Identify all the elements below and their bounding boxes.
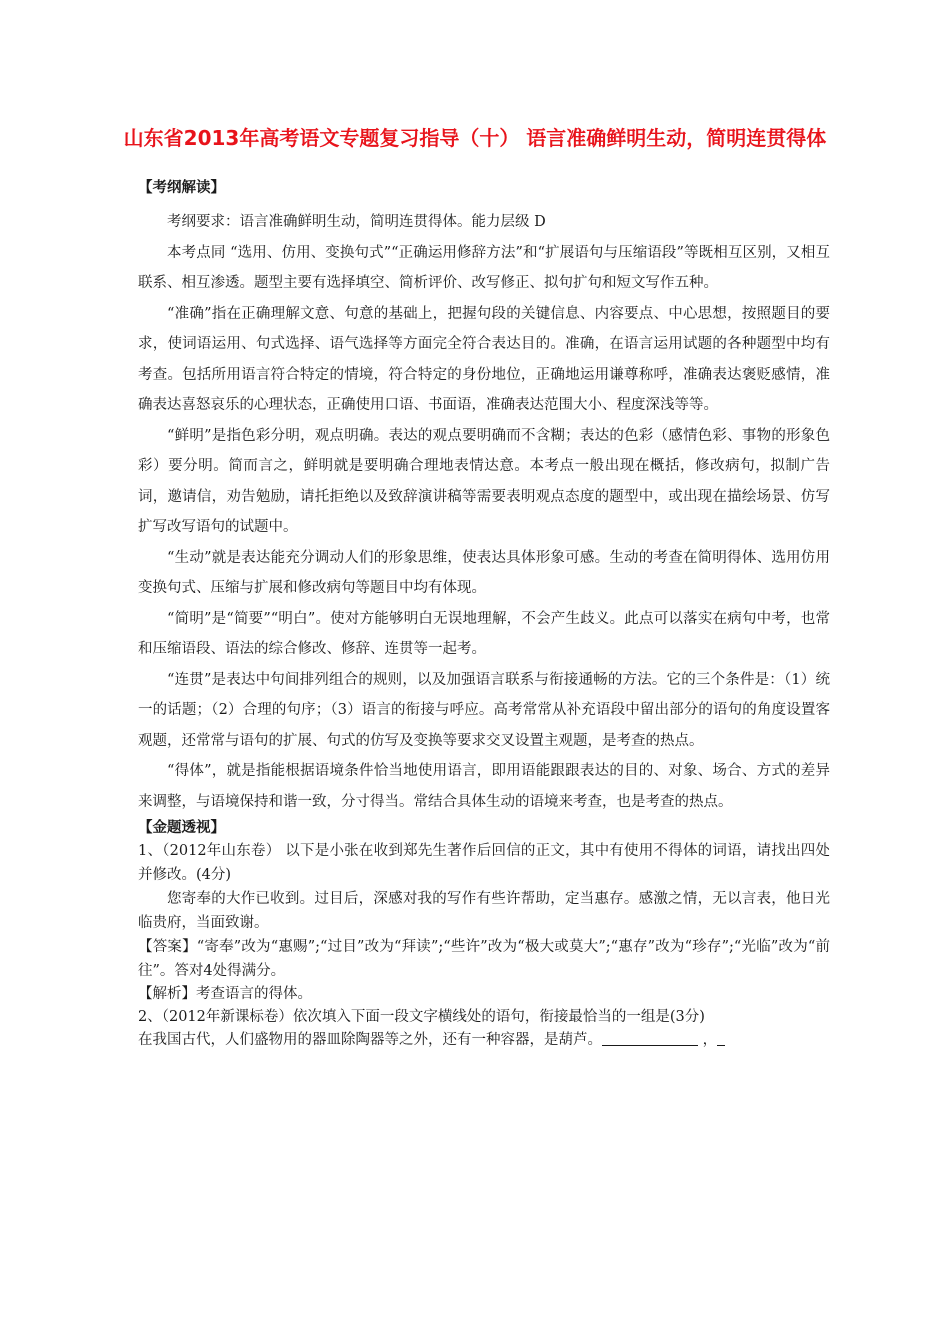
question-1-answer: 【答案】“寄奉”改为“惠赐”;“过目”改为“拜读”;“些许”改为“极大或莫大”;“惠存”改为“珍存”;“光临”改为“前往”。答对4处得满分。 — [138, 939, 830, 979]
section-heading-outline: 【考纲解读】 — [138, 180, 225, 196]
document-body — [138, 177, 830, 1052]
paragraph-coherent: “连贯”是表达中句间排列组合的规则，以及加强语言联系与衔接通畅的方法。它的三个条件是：（1）统一的话题；（2）合理的句序；（3）语言的衔接与呼应。高考常常从补充语段中留出部分的语句的角度设置客观题，还常常与语句的扩展、句式的仿写及变换等要求交叉设置主观题，是考查的热点。 — [138, 671, 830, 749]
paragraph-appropriate: “得体”，就是指能根据语境条件恰当地使用语言，即用语能跟跟表达的目的、对象、场合、方式的差异来调整，与语境保持和谐一致，分寸得当。常结合具体生动的语境来考查，也是考查的热点。 — [138, 763, 830, 810]
paragraph-lively: “生动”就是表达能充分调动人们的形象思维，使表达具体形象可感。生动的考查在简明得体、选用仿用变换句式、压缩与扩展和修改病句等题目中均有体现。 — [138, 549, 830, 596]
question-2-text: 在我国古代，人们盛物用的器皿除陶器等之外，还有一种容器，是葫芦。 — [138, 1032, 602, 1048]
paragraph-scope: 本考点同 “选用、仿用、变换句式”“正确运用修辞方法”和“扩展语句与压缩语段”等既相互区别，又相互联系、相互渗透。题型主要有选择填空、简析评价、改写修正、拟句扩句和短文写作五种。 — [138, 244, 830, 291]
fill-blank-1 — [602, 1031, 698, 1046]
document-title: 山东省2013年高考语文专题复习指导（十） 语言准确鲜明生动，简明连贯得体 — [123, 126, 827, 150]
section-heading-exam: 【金题透视】 — [138, 820, 225, 836]
paragraph-concise: “简明”是“简要”“明白”。使对方能够明白无误地理解，不会产生歧义。此点可以落实在病句中考，也常和压缩语段、语法的综合修改、修辞、连贯等一起考。 — [138, 610, 830, 657]
paragraph-requirement: 考纲要求：语言准确鲜明生动，简明连贯得体。能力层级 D — [167, 214, 546, 230]
question-2: 2、（2012年新课标卷）依次填入下面一段文字横线处的语句，衔接最恰当的一组是(3分) — [138, 1009, 705, 1025]
paragraph-vivid-clear: “鲜明”是指色彩分明，观点明确。表达的观点要明确而不含糊；表达的色彩（感情色彩、事物的形象色彩）要分明。简而言之，鲜明就是要明确合理地表情达意。本考点一般出现在概括，修改病句，拟制广告词，邀请信，劝告勉励，请托拒绝以及致辞演讲稿等需要表明观点态度的题型中，或出现在描绘场景、仿写扩写改写语句的试题中。 — [138, 427, 830, 535]
question-1-analysis: 【解析】考查语言的得体。 — [138, 986, 312, 1002]
question-2-text-line — [138, 1029, 830, 1052]
fill-blank-2 — [717, 1031, 725, 1046]
question-1: 1、（2012年山东卷） 以下是小张在收到郑先生著作后回信的正文，其中有使用不得体的词语，请找出四处并修改。(4分) — [138, 843, 830, 883]
question-1-text: 您寄奉的大作已收到。过目后，深感对我的写作有些许帮助，定当惠存。感激之情，无以言表，他日光临贵府，当面致谢。 — [138, 891, 830, 931]
question-2-separator: ， — [702, 1032, 718, 1048]
paragraph-accurate: “准确”指在正确理解文意、句意的基础上，把握句段的关键信息、内容要点、中心思想，按照题目的要求，使词语运用、句式选择、语气选择等方面完全符合表达目的。准确，在语言运用试题的各种题型中均有考查。包括所用语言符合特定的情境，符合特定的身份地位，正确地运用谦尊称呼，准确表达褒贬感情，准确表达喜怒哀乐的心理状态，正确使用口语、书面语，准确表达范围大小、程度深浅等等。 — [138, 305, 830, 413]
